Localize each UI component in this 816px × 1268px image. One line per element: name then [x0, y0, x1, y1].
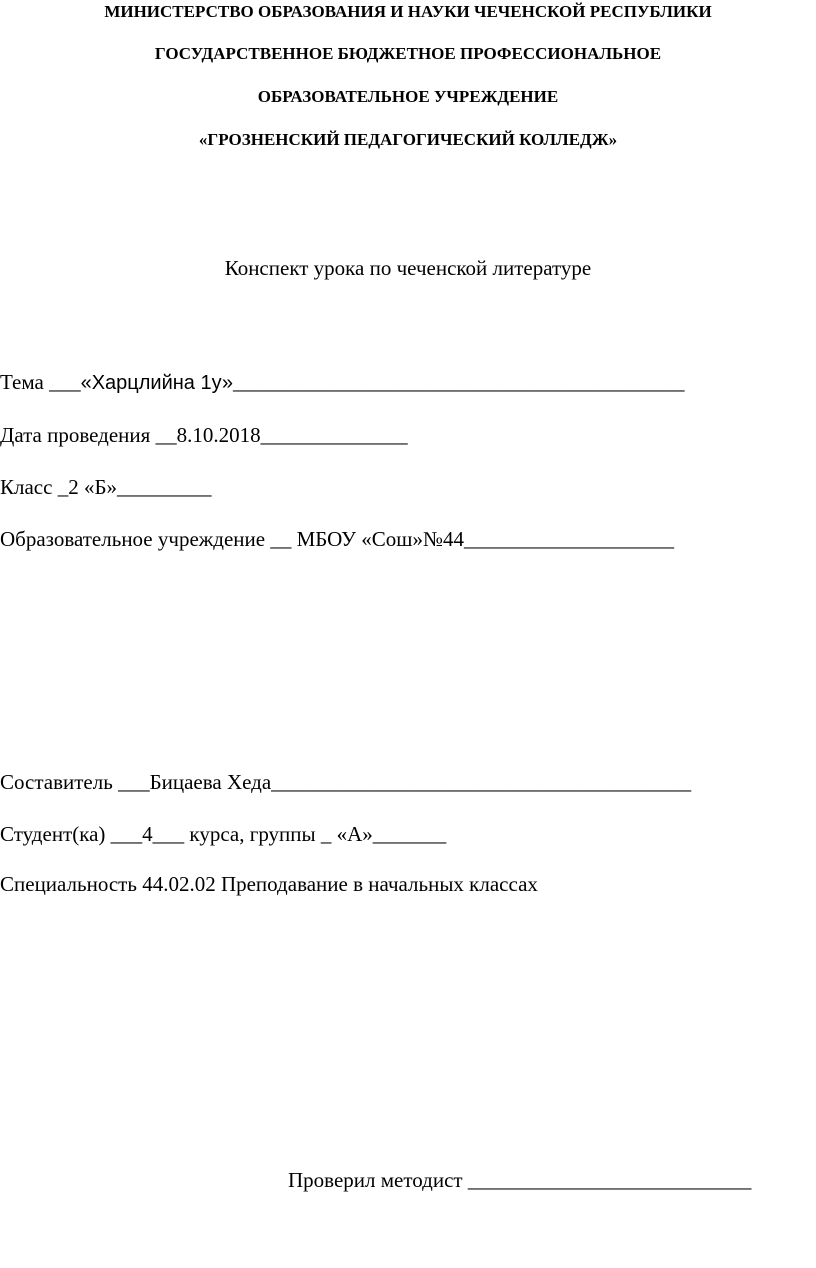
reviewer-signature-line: [288, 1168, 751, 1193]
institution-line: Образовательное учреждение __ МБОУ «Сош»№44____________________: [0, 527, 674, 551]
document-title: Конспект урока по чеченской литературе: [224, 256, 592, 280]
header-ministry: МИНИСТЕРСТВО ОБРАЗОВАНИЯ И НАУКИ ЧЕЧЕНСКОЙ РЕСПУБЛИКИ: [104, 2, 712, 21]
header-college-name: «ГРОЗНЕНСКИЙ ПЕДАГОГИЧЕСКИЙ КОЛЛЕДЖ»: [198, 130, 618, 149]
reviewer-label: Проверил методист: [288, 1168, 463, 1192]
header-institution-type: ГОСУДАРСТВЕННОЕ БЮДЖЕТНОЕ ПРОФЕССИОНАЛЬНОЕ: [154, 44, 662, 63]
date-line: Дата проведения __8.10.2018______________: [0, 423, 408, 447]
topic-underline: ___________________________________________: [232, 370, 685, 394]
header-institution-kind: ОБРАЗОВАТЕЛЬНОЕ УЧРЕЖДЕНИЕ: [257, 87, 559, 106]
class-line: Класс _2 «Б»_________: [0, 475, 212, 499]
topic-value: «Харцлийна 1у»: [80, 372, 233, 394]
reviewer-blank: ___________________________: [467, 1168, 752, 1192]
author-line: Составитель ___Бицаева Хеда________________________________________: [0, 770, 692, 794]
topic-line: [0, 370, 684, 395]
specialty-line: Специальность 44.02.02 Преподавание в начальных классах: [0, 872, 538, 896]
student-line: Студент(ка) ___4___ курса, группы _ «А»_______: [0, 822, 447, 846]
topic-label: Тема ___: [0, 370, 81, 394]
